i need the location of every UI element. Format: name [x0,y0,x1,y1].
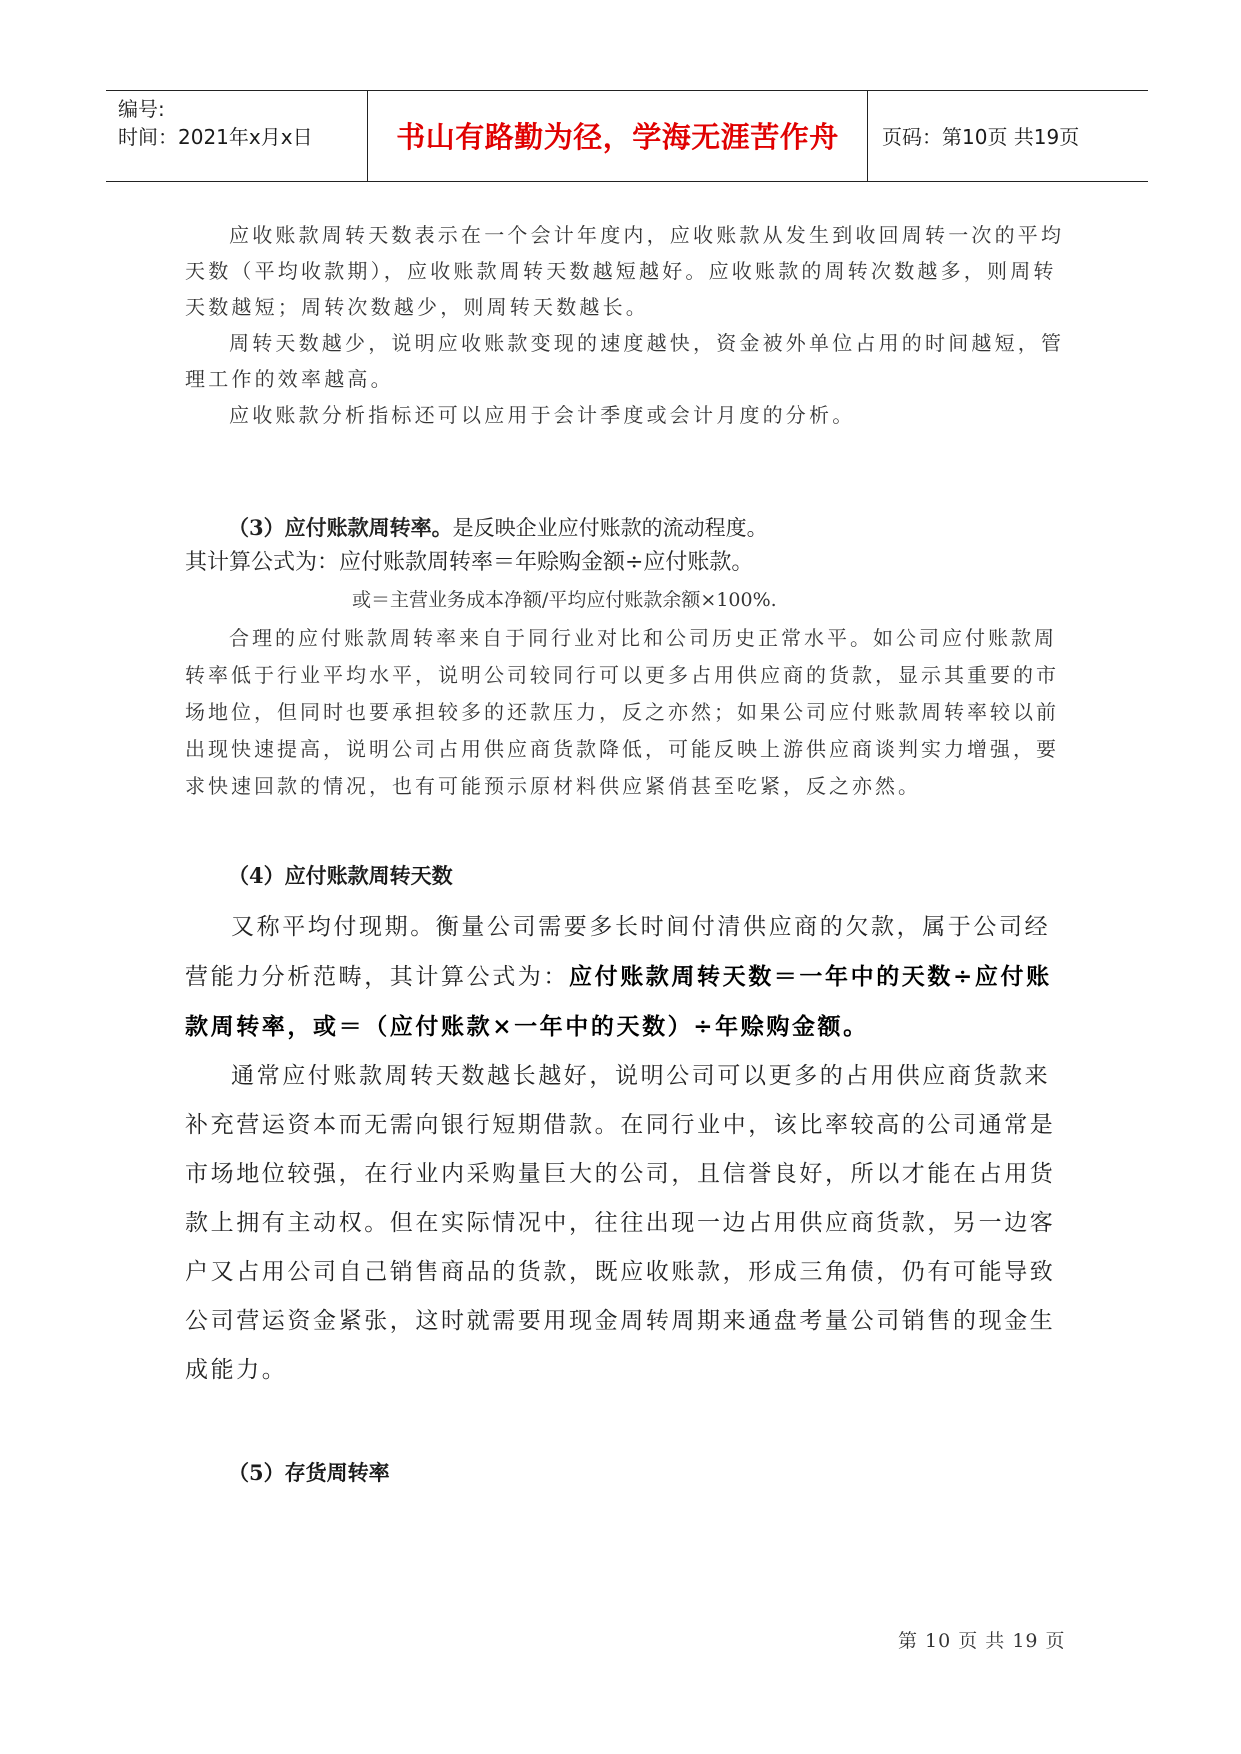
section3-heading-tail: 是反映企业应付账款的流动程度。 [452,516,768,540]
paragraph: 合理的应付账款周转率来自于同行业对比和公司历史正常水平。如公司应付账款周转率低于行业平均水平，说明公司较同行可以更多占用供应商的货款，显示其重要的市场地位，但同时也要承担较多的还款压力，反之亦然；如果公司应付账款周转率较以前出现快速提高，说明公司占用供应商货款降低，可能反映上游供应商谈判实力增强，要求快速回款的情况，也有可能预示原材料供应紧俏甚至吃紧，反之亦然。 [185,626,1059,798]
section4-heading: （4）应付账款周转天数 [228,863,453,888]
paragraph: 应收账款周转天数表示在一个会计年度内，应收账款从发生到收回周转一次的平均天数（平均收款期），应收账款周转天数越短越好。应收账款的周转次数越多，则周转天数越短；周转次数越少，则周转天数越长。 [185,223,1065,319]
receivable-days-section [185,217,1065,433]
section4-formula: 应付账款周转天数＝一年中的天数÷应付账款周转率，或＝（应付账款×一年中的天数）÷年赊购金额。 [185,963,1052,1040]
header-motto: 书山有路勤为径，学海无涯苦作舟 [368,91,868,181]
section3-formula-alt: 或＝主营业务成本净额/平均应付账款余额×100%. [352,589,777,611]
header-page-code: 页码：第10页 共19页 [882,125,1080,149]
time-label: 时间：2021年x月x日 [118,125,313,149]
section4-paragraph-block [185,903,1065,1395]
section3-formula: 其计算公式为：应付账款周转率＝年赊购金额÷应付账款。 [185,550,754,575]
section5-heading: （5）存货周转率 [228,1460,390,1485]
paragraph: 周转天数越少，说明应收账款变现的速度越快，资金被外单位占用的时间越短，管理工作的效率越高。 [185,331,1065,391]
number-label: 编号: [118,97,165,121]
paragraph: 应收账款分析指标还可以应用于会计季度或会计月度的分析。 [229,403,856,427]
section3-heading: （3）应付账款周转率。 [228,515,453,540]
paragraph: 通常应付账款周转天数越长越好，说明公司可以更多的占用供应商货款来补充营运资本而无需向银行短期借款。在同行业中，该比率较高的公司通常是市场地位较强，在行业内采购量巨大的公司，且信誉良好，所以才能在占用货款上拥有主动权。但在实际情况中，往往出现一边占用供应商货款，另一边客户又占用公司自己销售商品的货款，既应收账款，形成三角债，仍有可能导致公司营运资金紧张，这时就需要用现金周转周期来通盘考量公司销售的现金生成能力。 [185,1063,1056,1383]
section3-heading-line [228,510,1108,546]
paragraph [185,903,1065,1052]
section4-lead: 又称平均付现期。衡量公司需要多长时间付清供应商的欠款，属于公司经营能力分析范畴，其计算公式为： [185,914,1051,990]
page-footer: 第 10 页 共 19 页 [898,1630,1066,1652]
header-meta [106,91,368,181]
document-header [106,90,1148,182]
section3-paragraph-block [185,620,1065,805]
